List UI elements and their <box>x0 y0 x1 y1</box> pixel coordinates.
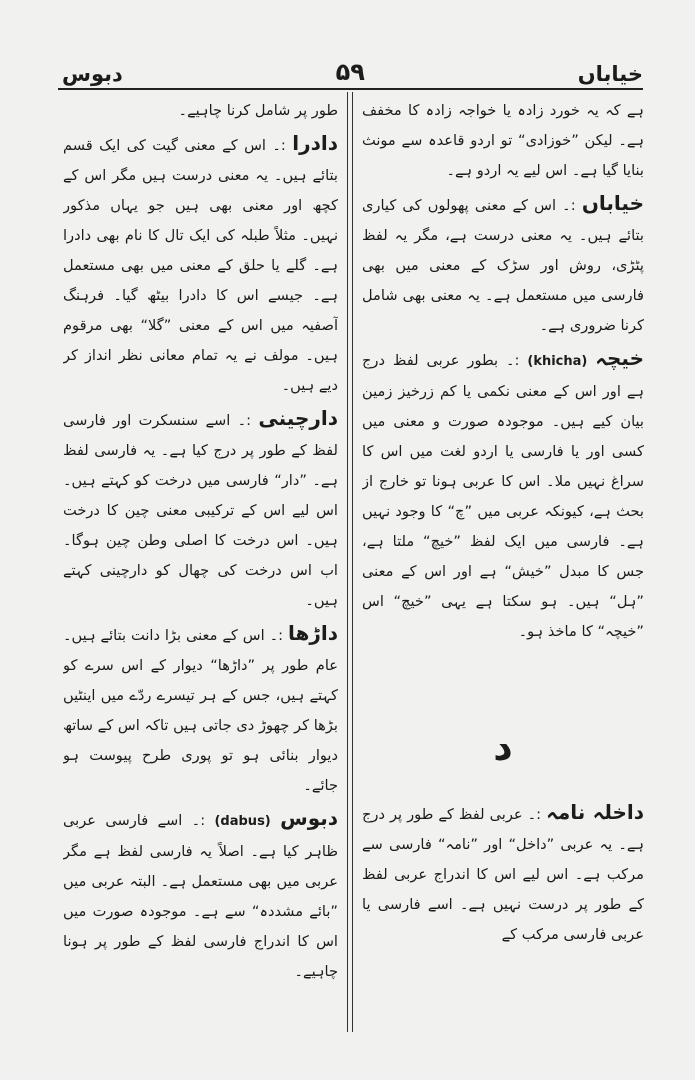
column-divider <box>347 92 348 1032</box>
entry-headword: داڑھا <box>287 621 338 645</box>
running-head-right-word: خیاباں <box>577 62 643 86</box>
entry-headword: دارچینی <box>258 406 338 430</box>
right-column <box>362 96 644 1026</box>
entry-headword: خیاباں <box>581 191 644 215</box>
entry-headword: خیچہ <box>595 346 644 370</box>
running-head-left-word: دبوس <box>62 62 123 86</box>
dictionary-entry <box>362 797 644 950</box>
dictionary-entry <box>362 96 644 186</box>
dictionary-entry <box>63 803 338 987</box>
dictionary-entry <box>362 188 644 341</box>
entry-body: :۔ اسے سنسکرت اور فارسی لفظ کے طور پر درج کیا ہے۔ یہ فارسی لفظ ہے۔ ”دار“ فارسی میں درخت کو کہتے ہیں۔ اس لیے اس کے ترکیبی معنی چین کا درخت ہیں۔ اس درخت کا اصلی وطن چین ہوگا۔ اب اس درخت کی چھال کو دارچینی کہتے ہیں۔ <box>63 412 338 609</box>
column-divider-second <box>352 92 353 1032</box>
entry-body: :۔ اس کے معنی گیت کی ایک قسم بتائے ہیں۔ یہ معنی درست ہیں مگر اس کے کچھ اور معنی بھی ہیں جو یہاں مذکور نہیں۔ مثلاً طبلہ کی ایک تال کا نام بھی دادرا ہے۔ گلے یا حلق کے معنی میں بھی مستعمل ہے۔ جیسے اس کا دادرا بیٹھ گیا۔ فرہنگ آصفیہ میں اس کے معنی ”گلا“ بھی مرقوم ہیں۔ مولف نے یہ تمام معانی نظر انداز کر دیے ہیں۔ <box>63 137 338 394</box>
running-head <box>62 40 643 86</box>
entry-body: :۔ اسے فارسی عربی ظاہر کیا ہے۔ اصلاً یہ فارسی لفظ ہے مگر عربی میں بھی مستعمل ہے۔ البتہ عربی میں ”بائے مشددہ“ سے ہے۔ موجودہ صورت میں اس کا اندراج فارسی لفظ کے طور پر ہونا چاہیے۔ <box>63 812 338 980</box>
left-column <box>63 96 338 1026</box>
dictionary-entry <box>63 128 338 401</box>
entry-transliteration: (dabus) <box>214 814 271 829</box>
entry-body: طور پر شامل کرنا چاہیے۔ <box>178 102 338 119</box>
entry-body: :۔ بطور عربی لفظ درج ہے اور اس کے معنی نکمی یا کم زرخیز زمین بیان کیے ہیں۔ موجودہ صورت و معنی میں کسی اور یا فارسی یا اردو لغت میں اس کا سراغ نہیں ملا۔ اس کا عربی ہونا تو خارج از بحث ہے، کیونکہ عربی میں ”چ“ کا وجود نہیں ہے۔ فارسی میں ایک لفظ ”خیچ“ ملتا ہے، جس کا مبدل ”خیش“ ہے اور اس کے معنی ”ہل“ ہیں۔ ہو سکتا ہے یہی ”خیچ“ اس ”خیچہ“ کا ماخذ ہو۔ <box>362 352 644 640</box>
entry-body: ہے کہ یہ خورد زادہ یا خواجہ زادہ کا مخفف ہے۔ لیکن ”خوزادی“ تو اردو قاعدہ سے مونث بنایا گیا ہے۔ اس لیے یہ اردو ہے۔ <box>362 102 644 179</box>
entry-headword: دادرا <box>292 131 338 155</box>
entry-body: :۔ اس کے معنی بڑا دانت بتائے ہیں۔ عام طور پر ”داڑھا“ دیوار کے اس سرے کو کہتے ہیں، جس کے ہر تیسرے ردّے میں اینٹیں بڑھا کر چھوڑ دی جاتی ہیں تاکہ اس کے ساتھ دیوار بنائی ہو تو پوری طرح پیوست ہو جائے۔ <box>63 627 338 794</box>
page-number: ۵۹ <box>335 58 365 86</box>
entry-headword: دبوس <box>280 806 338 830</box>
dictionary-entry <box>362 343 644 647</box>
header-rule <box>58 88 643 90</box>
entry-transliteration: (khicha) <box>527 354 588 369</box>
dictionary-entry <box>63 403 338 616</box>
section-letter: د <box>493 725 513 769</box>
dictionary-entry <box>63 618 338 801</box>
entry-headword: داخلہ نامہ <box>546 800 644 824</box>
entry-body: :۔ اس کے معنی پھولوں کی کیاری بتائے ہیں۔ یہ معنی درست ہے، مگر یہ لفظ پٹڑی، روش اور سڑک کے معنی میں بھی فارسی میں مستعمل ہے۔ یہ معنی بھی شامل کرنا ضروری ہے۔ <box>362 197 644 334</box>
entry-body: :۔ عربی لفظ کے طور پر درج ہے۔ یہ عربی ”داخل“ اور ”نامہ“ فارسی سے مرکب ہے۔ اس لیے اس کا اندراج عربی لفظ کے طور پر درست نہیں ہے۔ اسے فارسی یا عربی فارسی مرکب کے <box>362 806 644 943</box>
dictionary-entry <box>63 96 338 126</box>
